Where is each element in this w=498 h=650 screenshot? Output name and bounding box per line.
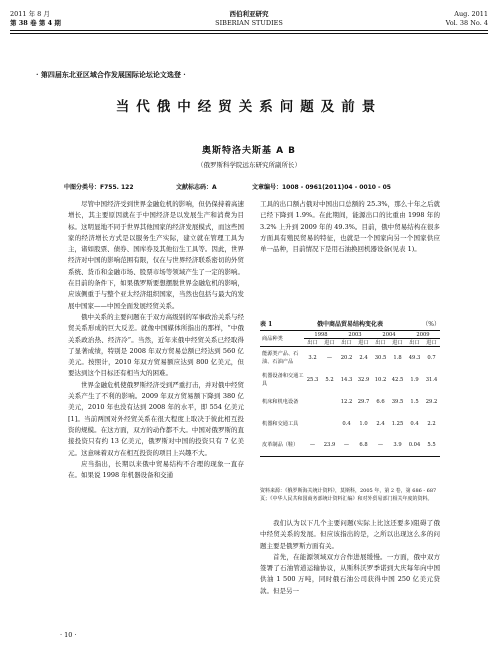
- trade-structure-table: [260, 330, 440, 457]
- author: 奥斯特洛夫斯基 A B: [201, 146, 297, 156]
- table-row: [260, 391, 440, 413]
- flow-header: 进口: [321, 339, 338, 347]
- row-label: 机床和机电设备: [262, 398, 299, 405]
- table-cell: 2.4: [376, 420, 385, 427]
- table-row: [260, 347, 440, 369]
- page-number: · 10 ·: [60, 631, 77, 639]
- table-cell: 29.2: [425, 398, 438, 405]
- article-number: 文章编号：1008 - 0961(2011)04 - 0010 - 05: [252, 184, 391, 191]
- flow-header: 进口: [355, 339, 372, 347]
- table-cell: 25.3: [306, 376, 319, 383]
- paragraph: 工具的出口额占俄对中国出口总额的 25.3%，那么十年之后就已经下降到 1.9%。在此期间，能源出口的比重由 1998 年的 3.2% 上升到 2009 年的 49.3%。目前，俄中贸易结构在很多方面具有殖民贸易的特征，也就是一个国家向另一个国家供应单一品种，目前情况下是用石油换回机器设备(见表 1)。: [260, 200, 440, 254]
- table-cell: 0.4: [410, 420, 419, 427]
- table-cell: —: [309, 442, 316, 449]
- row-label: 皮革制品（鞋）: [262, 442, 299, 449]
- table-cell: 5.5: [427, 442, 436, 449]
- affiliation: （俄罗斯科学院远东研究所副所长）: [197, 161, 301, 169]
- row-label: 机器设备和交通工具: [262, 372, 304, 387]
- table-cell: 1.8: [393, 354, 402, 361]
- paragraph: 我们认为以下几个主要问题(实际上比这还要多)阻碍了俄中经贸关系的发展。但应该指出的是，之所以出现这么多的问题主要是俄罗斯方面有关。: [260, 519, 440, 550]
- table-row: [260, 413, 440, 435]
- table-cell: [321, 391, 338, 413]
- right-column-top: [260, 199, 440, 255]
- journal-volume: Aug. 2011 Vol. 38 No. 4: [445, 10, 488, 27]
- row-label: 能源类产品、石油、石油产品: [262, 350, 299, 365]
- flow-header: 出口: [304, 339, 321, 347]
- header-rule: [10, 30, 488, 31]
- year-header: 1998: [304, 331, 338, 339]
- table-cell: 14.3: [340, 376, 353, 383]
- table-cell: —: [326, 354, 333, 361]
- table-cell: 5.2: [325, 376, 334, 383]
- table-title: 俄中商品贸易结构变化表: [316, 321, 383, 328]
- table-cell: [321, 413, 338, 435]
- table-header-years: [260, 331, 440, 339]
- journal-date-issue: 2011 年 8 月 第 38 卷 第 4 期: [10, 10, 61, 27]
- table-corner-header: 商品种类: [260, 331, 304, 347]
- flow-header: 进口: [389, 339, 406, 347]
- table-cell: 49.3: [408, 354, 421, 361]
- flow-header: 出口: [372, 339, 389, 347]
- table-cell: 1.25: [391, 420, 404, 427]
- article-title: 当代俄中经贸关系问题及前景: [115, 99, 383, 115]
- table-cell: [304, 413, 321, 435]
- table-cell: 3.2: [308, 354, 317, 361]
- clc-number: 中图分类号：F755. 122: [64, 184, 134, 191]
- table-cell: 2.2: [427, 420, 436, 427]
- table-cell: 31.4: [425, 376, 438, 383]
- table-cell: 10.2: [374, 376, 387, 383]
- table-cell: —: [377, 442, 384, 449]
- table-cell: 2.4: [359, 354, 368, 361]
- table-cell: 23.9: [323, 442, 336, 449]
- row-label: 机器和交通工具: [262, 420, 299, 427]
- header-rule-thin: [10, 33, 488, 34]
- table-cell: 1.9: [410, 376, 419, 383]
- table-cell: 3.9: [393, 442, 402, 449]
- page-header: [10, 6, 488, 36]
- table-unit: （%）: [422, 321, 440, 328]
- flow-header: 进口: [423, 339, 440, 347]
- table-cell: [304, 391, 321, 413]
- year-header: 2004: [372, 331, 406, 339]
- table-cell: 6.8: [359, 442, 368, 449]
- paragraph: 世界金融危机使俄罗斯经济受到严重打击，并对俄中经贸关系产生了不利的影响。2009 年双方贸易额下降到 380 亿美元，2010 年也没有达到 2008 年的水平，即 554 亿美元[1]。当前两国对外经贸关系在很大程度上取决于彼此相互投资的规模。在这方面，双方的动作都不大。中国对俄罗斯的直接投资只有约 13 亿美元，俄罗斯对中国的投资只有 7 亿美元。这意味着双方在相互投资的项目上兴趣不大。: [68, 380, 244, 457]
- table-cell: 1.5: [410, 398, 419, 405]
- flow-header: 出口: [338, 339, 355, 347]
- table-row: [260, 435, 440, 457]
- table-cell: 0.7: [427, 354, 436, 361]
- journal-name: 西伯利亚研究 SIBERIAN STUDIES: [215, 10, 283, 27]
- table-cell: 0.04: [408, 442, 421, 449]
- year-header: 2009: [406, 331, 440, 339]
- paragraph: 首先，在能源领域双方合作进展缓慢。一方面，俄中双方签署了石油管道运输协议，从斯科沃罗季诺到大庆每年向中国供油 1 500 万吨，同时俄石油公司获得中国 250 亿美元贷款。但是另一: [260, 552, 440, 595]
- left-column: [68, 199, 244, 481]
- table-cell: 6.6: [376, 398, 385, 405]
- year-header: 2003: [338, 331, 372, 339]
- table-cell: 39.5: [391, 398, 404, 405]
- paragraph: 尽管中国经济受到世界金融危机的影响，但仍保持着高速增长，其主要原因就在于中国经济是以发展生产和消费为目标。这明显地不同于世界其他国家的经济发展模式，而这些国家的经济增长方式是以服务生产实际，建立就在管理工具为主，诸如股票、债券、国库券及其他衍生工具等。因此，世界经济对中国的影响范围有限，仅在与世界经济联系密切的外贸系统、货币和金融市场、股票市场等领域产生了一定的影响。在目前的条件下，如果俄罗斯要想摆脱世界金融危机的影响，应该侧重于与整个亚太经济组织国家，当然也包括与最大的发展中国家——中国全面发展经贸关系。: [68, 200, 244, 310]
- table-cell: 0.4: [342, 420, 351, 427]
- table-cell: 29.7: [357, 398, 370, 405]
- table-cell: 42.5: [391, 376, 404, 383]
- table-cell: 12.2: [340, 398, 353, 405]
- paragraph: 应当指出，长期以来俄中贸易结构不合理的现象一直存在。如果说 1998 年机器设备和交通: [68, 459, 244, 480]
- series-label: · 第四届东北亚区域合作发展国际论坛论文选登 ·: [36, 70, 186, 79]
- table-cell: 1.0: [359, 420, 368, 427]
- table-label: 表 1: [260, 321, 273, 328]
- paragraph: 俄中关系的主要问题在于双方高级别的军事政治关系与经贸关系形成的巨大反差。就像中国媒体所指出的那样，“中俄关系政治热、经济冷”。当然，近年来俄中经贸关系已经取得了显著成绩，特别是 2008 年双方贸易总额已经达到 560 亿美元。按照计，2010 年双方贸易额应达到 800 亿美元，但要达到这个目标还有相当大的困难。: [68, 312, 244, 378]
- table-source-note: 资料来源：《俄罗斯海关统计资料》，莫斯科，2005 年，第 2 卷，第 686 - 687 页；《中华人民共和国商务部统计资料汇编》和对外贸易部门相关年度的资料。: [260, 488, 437, 502]
- right-column-bottom: [260, 518, 440, 597]
- flow-header: 出口: [406, 339, 423, 347]
- document-code: 文献标志码：A: [176, 184, 217, 191]
- table-cell: —: [343, 442, 350, 449]
- table-cell: 20.2: [340, 354, 353, 361]
- table-row: [260, 369, 440, 391]
- table-cell: 30.5: [374, 354, 387, 361]
- table-cell: 32.9: [357, 376, 370, 383]
